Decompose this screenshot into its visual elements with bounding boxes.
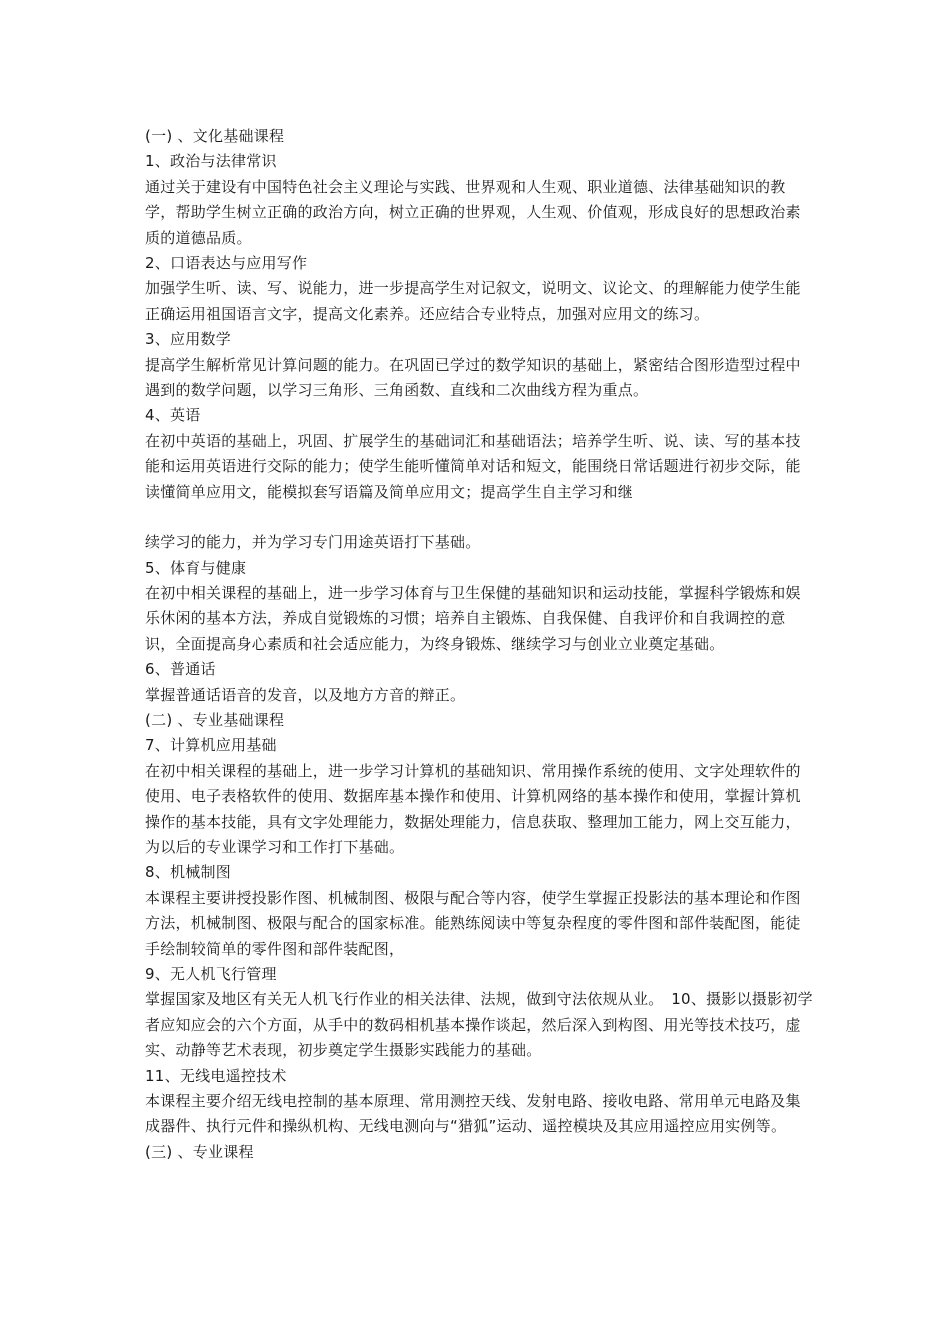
course-heading: 1、政治与法律常识 (145, 152, 277, 171)
course-heading: 2、口语表达与应用写作 (145, 254, 308, 273)
course-description: 掌握普通话语音的发音，以及地方方音的辩正。 (145, 685, 466, 704)
course-description: 掌握国家及地区有关无人机飞行作业的相关法律、法规，做到守法依规从业。 10、摄影以摄影初学者应知应会的六个方面，从手中的数码相机基本操作谈起，然后深入到构图、用光等技术技巧，虚实、动静等艺术表现，初步奠定学生摄影实践能力的基础。 (145, 990, 813, 1060)
course-heading: 6、普通话 (145, 660, 216, 679)
course-description: 在初中英语的基础上，巩固、扩展学生的基础词汇和基础语法；培养学生听、说、读、写的基本技能和运用英语进行交际的能力；使学生能听懂简单对话和短文，能围绕日常话题进行初步交际，能读懂简单应用文，能模拟套写语篇及简单应用文；提高学生自主学习和继 (145, 431, 801, 501)
course-heading: 7、计算机应用基础 (145, 736, 277, 755)
section-heading: (一) 、文化基础课程 (145, 127, 285, 145)
course-heading: 4、英语 (145, 406, 201, 425)
course-heading: 5、体育与健康 (145, 558, 247, 577)
section-heading: (二) 、专业基础课程 (145, 710, 285, 729)
course-description: 加强学生听、读、写、说能力，进一步提高学生对记叙文，说明文、议论文、的理解能力使学生能正确运用祖国语言文字，提高文化素养。还应结合专业特点，加强对应用文的练习。 (145, 279, 801, 323)
course-heading: 3、应用数学 (145, 330, 232, 349)
course-heading: 9、无人机飞行管理 (145, 965, 277, 983)
course-description: 本课程主要讲授投影作图、机械制图、极限与配合等内容，使学生掌握正投影法的基本理论和作图方法，机械制图、极限与配合的国家标准。能熟练阅读中等复杂程度的零件图和部件装配图，能徒手绘制较简单的零件图和部件装配图， (145, 888, 801, 958)
course-description: 提高学生解析常见计算问题的能力。在巩固已学过的数学知识的基础上，紧密结合图形造型过程中遇到的数学问题，以学习三角形、三角函数、直线和二次曲线方程为重点。 (145, 355, 801, 400)
course-description-continued: 续学习的能力，并为学习专门用途英语打下基础。 (145, 533, 481, 552)
course-heading: 11、无线电遥控技术 (145, 1066, 287, 1085)
course-description: 通过关于建设有中国特色社会主义理论与实践、世界观和人生观、职业道德、法律基础知识的教学，帮助学生树立正确的政治方向，树立正确的世界观，人生观、价值观，形成良好的思想政治素质的道德品质。 (145, 177, 801, 247)
course-description: 在初中相关课程的基础上，进一步学习体育与卫生保健的基础知识和运动技能，掌握科学锻炼和娱乐休闲的基本方法，养成自觉锻炼的习惯；培养自主锻炼、自我保健、自我评价和自我调控的意识，全面提高身心素质和社会适应能力，为终身锻炼、继续学习与创业立业奠定基础。 (145, 583, 801, 653)
course-heading: 8、机械制图 (145, 863, 232, 882)
course-description: 在初中相关课程的基础上，进一步学习计算机的基础知识、常用操作系统的使用、文字处理软件的使用、电子表格软件的使用、数据库基本操作和使用、计算机网络的基本操作和使用，掌握计算机操作的基本技能，具有文字处理能力，数据处理能力，信息获取、整理加工能力，网上交互能力，为以后的专业课学习和工作打下基础。 (145, 761, 801, 856)
paragraph-gap (145, 505, 813, 530)
course-description: 本课程主要介绍无线电控制的基本原理、常用测控天线、发射电路、接收电路、常用单元电路及集成器件、执行元件和操纵机构、无线电测向与“猎狐”运动、遥控模块及其应用遥控应用实例等。(三) 、专业课程 (145, 1092, 801, 1161)
document-body (145, 124, 813, 1165)
